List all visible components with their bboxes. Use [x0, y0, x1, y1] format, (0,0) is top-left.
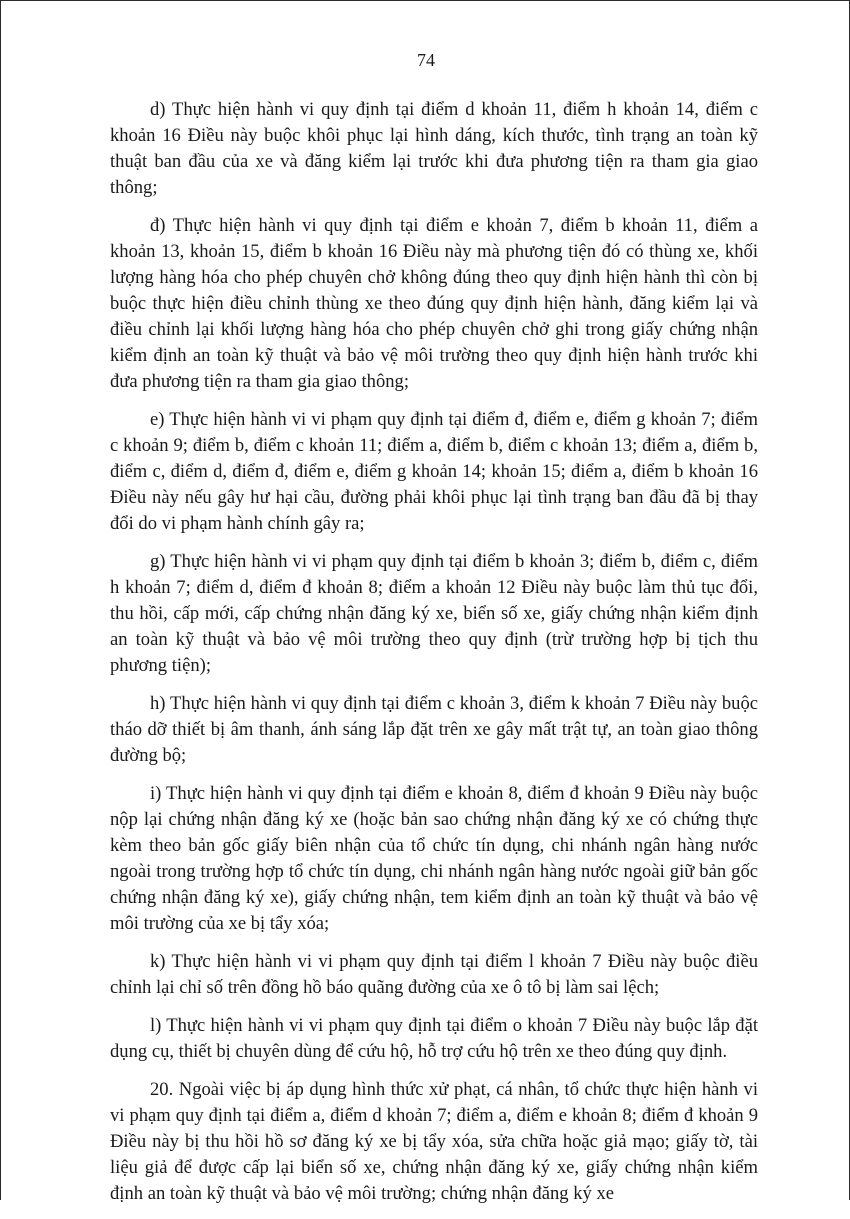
paragraph-g: g) Thực hiện hành vi vi phạm quy định tại điểm b khoản 3; điểm b, điểm c, điểm h khoản 7; điểm d, điểm đ khoản 8; điểm a khoản 12 Điều này buộc làm thủ tục đổi, thu hồi, cấp mới, cấp chứng nhận đăng ký xe, biển số xe, giấy chứng nhận kiểm định an toàn kỹ thuật và bảo vệ môi trường theo quy định (trừ trường hợp bị tịch thu phương tiện);	[110, 551, 758, 676]
paragraph-k: k) Thực hiện hành vi vi phạm quy định tại điểm l khoản 7 Điều này buộc điều chỉnh lại chỉ số trên đồng hồ báo quãng đường của xe ô tô bị làm sai lệch;	[110, 951, 758, 998]
paragraph-h: h) Thực hiện hành vi quy định tại điểm c khoản 3, điểm k khoản 7 Điều này buộc tháo dỡ thiết bị âm thanh, ánh sáng lắp đặt trên xe gây mất trật tự, an toàn giao thông đường bộ;	[110, 693, 758, 766]
paragraph-i: i) Thực hiện hành vi quy định tại điểm e khoản 8, điểm đ khoản 9 Điều này buộc nộp lại chứng nhận đăng ký xe (hoặc bản sao chứng nhận đăng ký xe có chứng thực kèm theo bản gốc giấy biên nhận của tổ chức tín dụng, chi nhánh ngân hàng nước ngoài trong trường hợp tổ chức tín dụng, chi nhánh ngân hàng nước ngoài giữ bản gốc chứng nhận đăng ký xe), giấy chứng nhận, tem kiểm định an toàn kỹ thuật và bảo vệ môi trường của xe bị tẩy xóa;	[110, 783, 758, 934]
page-number: 74	[417, 50, 435, 70]
document-body	[110, 97, 758, 1219]
paragraph-l: l) Thực hiện hành vi vi phạm quy định tại điểm o khoản 7 Điều này buộc lắp đặt dụng cụ, thiết bị chuyên dùng để cứu hộ, hỗ trợ cứu hộ trên xe theo đúng quy định.	[110, 1015, 758, 1062]
paragraph-20: 20. Ngoài việc bị áp dụng hình thức xử phạt, cá nhân, tổ chức thực hiện hành vi vi phạm quy định tại điểm a, điểm d khoản 7; điểm a, điểm e khoản 8; điểm đ khoản 9 Điều này bị thu hồi hồ sơ đăng ký xe bị tẩy xóa, sửa chữa hoặc giả mạo; giấy tờ, tài liệu giả để được cấp lại biển số xe, chứng nhận đăng ký xe, giấy chứng nhận kiểm định an toàn kỹ thuật và bảo vệ môi trường; chứng nhận đăng ký xe	[110, 1079, 758, 1204]
paragraph-e: e) Thực hiện hành vi vi phạm quy định tại điểm đ, điểm e, điểm g khoản 7; điểm c khoản 9; điểm b, điểm c khoản 11; điểm a, điểm b, điểm c khoản 13; điểm a, điểm b, điểm c, điểm d, điểm đ, điểm e, điểm g khoản 14; khoản 15; điểm a, điểm b khoản 16 Điều này nếu gây hư hại cầu, đường phải khôi phục lại tình trạng ban đầu đã bị thay đổi do vi phạm hành chính gây ra;	[110, 409, 758, 534]
paragraph-dd: đ) Thực hiện hành vi quy định tại điểm e khoản 7, điểm b khoản 11, điểm a khoản 13, khoản 15, điểm b khoản 16 Điều này mà phương tiện đó có thùng xe, khối lượng hàng hóa cho phép chuyên chở không đúng theo quy định hiện hành thì còn bị buộc thực hiện điều chỉnh thùng xe theo đúng quy định hiện hành, đăng kiểm lại và điều chỉnh lại khối lượng hàng hóa cho phép chuyên chở ghi trong giấy chứng nhận kiểm định an toàn kỹ thuật và bảo vệ môi trường theo quy định hiện hành trước khi đưa phương tiện ra tham gia giao thông;	[110, 215, 758, 392]
paragraph-d: d) Thực hiện hành vi quy định tại điểm d khoản 11, điểm h khoản 14, điểm c khoản 16 Điều này buộc khôi phục lại hình dáng, kích thước, tình trạng an toàn kỹ thuật ban đầu của xe và đăng kiểm lại trước khi đưa phương tiện ra tham gia giao thông;	[110, 99, 758, 198]
